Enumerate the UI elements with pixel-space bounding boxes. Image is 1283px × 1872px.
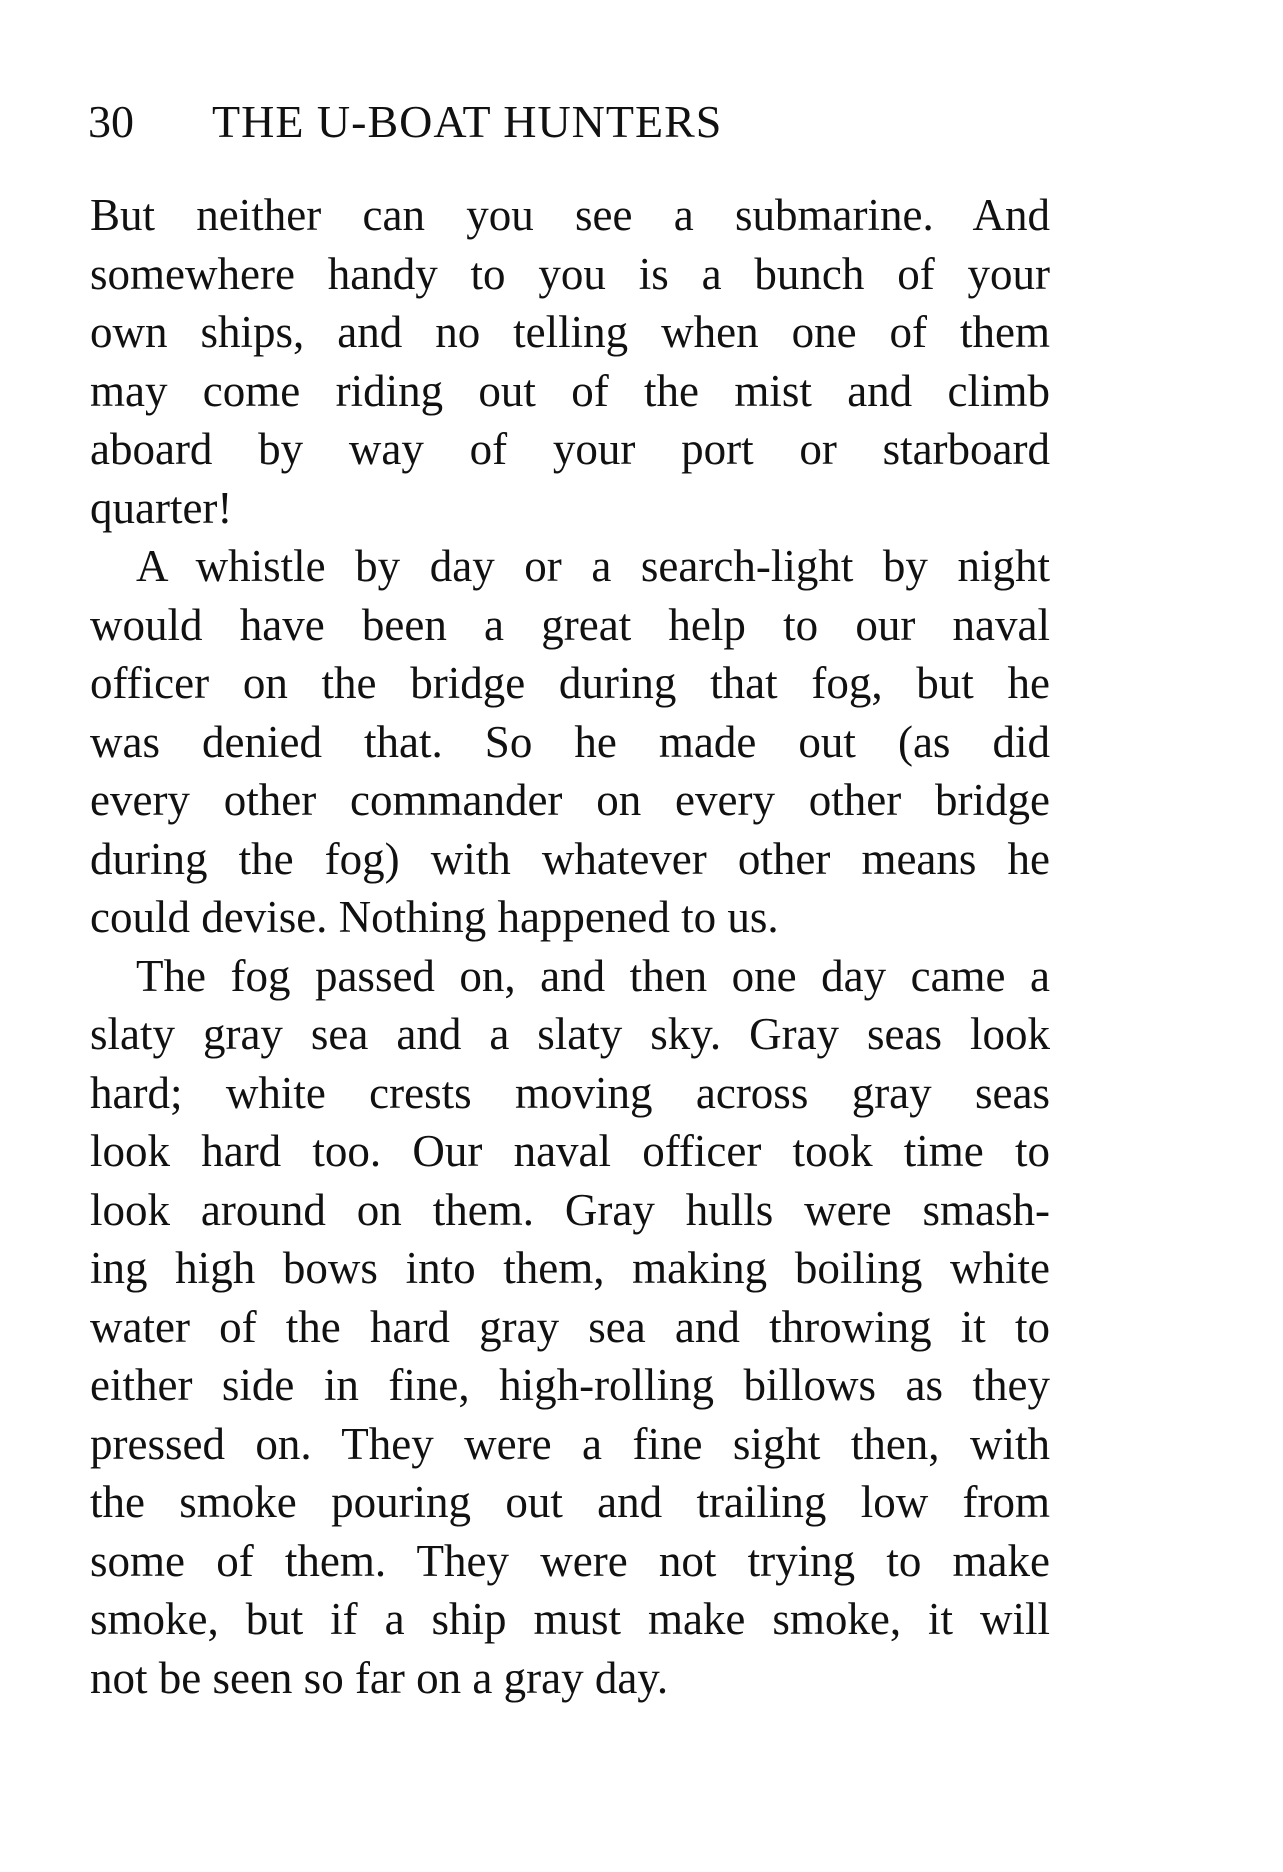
text-line: officer on the bridge during that fog, but he <box>90 658 1050 708</box>
text-line: could devise. Nothing happened to us. <box>90 892 779 942</box>
body-text <box>90 186 1050 1707</box>
text-line: may come riding out of the mist and climb <box>90 365 1050 416</box>
text-line: smoke, but if a ship must make smoke, it will <box>90 1594 1050 1644</box>
text-line: during the fog) with whatever other means he <box>90 833 1050 884</box>
page-number: 30 <box>88 96 134 147</box>
text-line: was denied that. So he made out (as did <box>90 716 1050 767</box>
text-line: somewhere handy to you is a bunch of your <box>90 248 1050 299</box>
text-line: own ships, and no telling when one of them <box>90 307 1050 357</box>
text-line: But neither can you see a submarine. And <box>90 190 1050 240</box>
text-line: aboard by way of your port or starboard <box>90 424 1050 474</box>
paragraph-start-line: The fog passed on, and then one day came a <box>136 950 1050 1001</box>
text-line: quarter! <box>90 482 233 533</box>
text-line: the smoke pouring out and trailing low from <box>90 1477 1050 1527</box>
text-line: either side in fine, high-rolling billows as they <box>90 1360 1050 1410</box>
text-line: slaty gray sea and a slaty sky. Gray seas look <box>90 1009 1050 1059</box>
paragraph-start-line: A whistle by day or a search-light by night <box>136 541 1050 591</box>
text-line: every other commander on every other bridge <box>90 775 1050 825</box>
text-line: some of them. They were not trying to make <box>90 1535 1050 1586</box>
text-line: ing high bows into them, making boiling white <box>90 1243 1050 1293</box>
running-head <box>88 92 1048 152</box>
text-line: water of the hard gray sea and throwing it to <box>90 1301 1050 1352</box>
text-line: would have been a great help to our naval <box>90 599 1050 650</box>
text-line: hard; white crests moving across gray seas <box>90 1067 1050 1118</box>
text-line: look hard too. Our naval officer took time to <box>90 1126 1050 1176</box>
running-title: THE U-BOAT HUNTERS <box>212 96 723 147</box>
text-line: pressed on. They were a fine sight then, with <box>90 1418 1050 1469</box>
text-line: not be seen so far on a gray day. <box>90 1652 669 1703</box>
text-line: look around on them. Gray hulls were smash- <box>90 1184 1050 1235</box>
